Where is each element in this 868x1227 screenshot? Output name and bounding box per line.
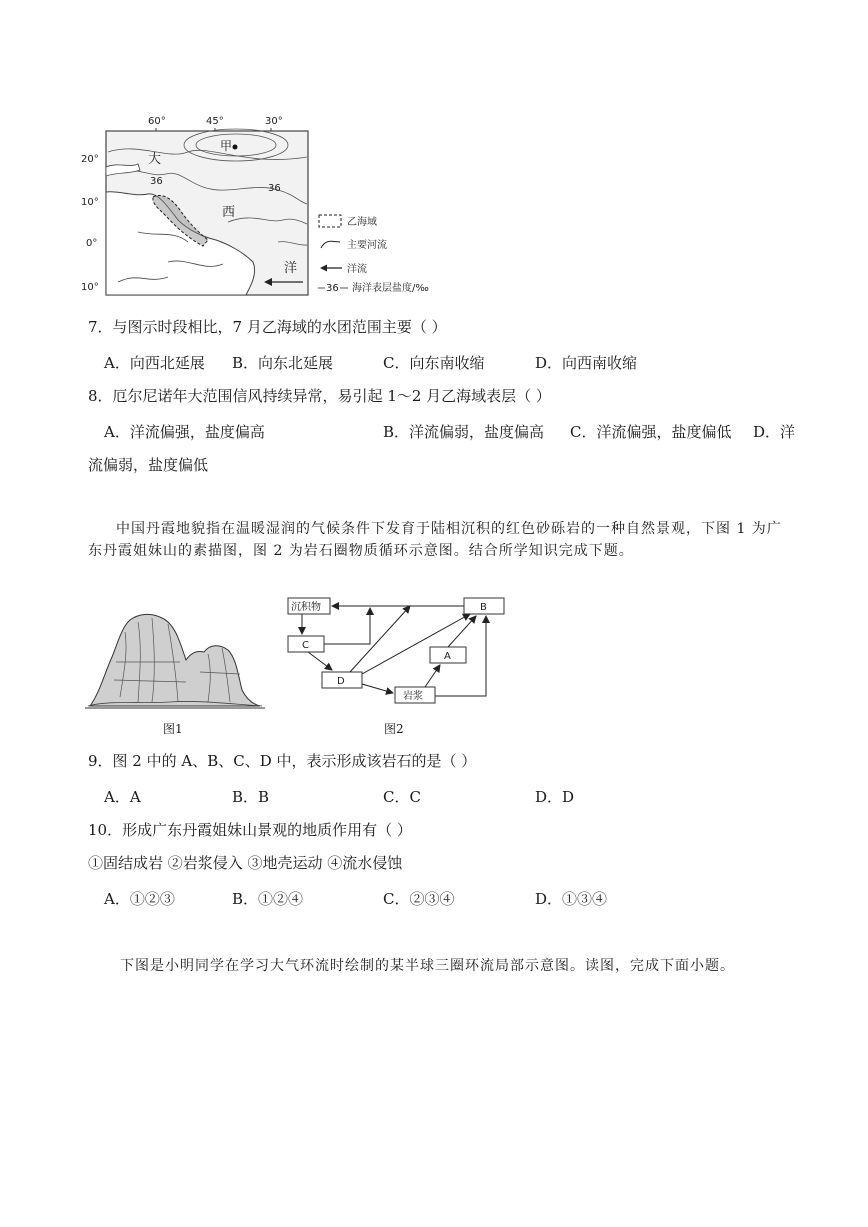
figure-2-caption: 图2 xyxy=(384,722,404,736)
q9-option-d: D．D xyxy=(535,788,575,806)
figure-1-sketch xyxy=(80,602,270,714)
question-7-stem: 7．与图示时段相比，7 月乙海域的水团范围主要（ ） xyxy=(88,318,447,336)
figure-1-caption: 图1 xyxy=(163,722,183,736)
place-label: 洋 xyxy=(284,261,298,276)
q10-option-d: D．①③④ xyxy=(535,890,608,908)
legend-label: 主要河流 xyxy=(347,240,387,251)
node-label: 沉积物 xyxy=(291,602,321,613)
q9-option-c: C．C xyxy=(383,788,421,806)
figure-2-rock-cycle xyxy=(280,592,520,712)
legend-label: 洋流 xyxy=(347,264,367,275)
arrow-magma-to-a xyxy=(425,665,440,687)
q8-option-d: D．洋 xyxy=(753,423,796,441)
arrow-d-to-sediment xyxy=(350,606,410,672)
q8-option-b: B．洋流偏弱，盐度偏高 xyxy=(383,423,545,441)
place-label: 甲 xyxy=(220,139,233,153)
arrow-a-to-b xyxy=(448,616,476,647)
q8-option-d-continued: 流偏弱，盐度偏低 xyxy=(88,456,209,474)
arrow-c-to-sediment xyxy=(324,608,370,644)
lat-label: 20° xyxy=(81,154,99,165)
lat-label: 0° xyxy=(86,238,98,249)
q7-option-a: A．向西北延展 xyxy=(104,354,205,372)
isoline-value-label: 36 xyxy=(268,183,281,194)
question-10-stem: 10．形成广东丹霞姐妹山景观的地质作用有（ ） xyxy=(88,821,412,839)
arrow-d-to-magma xyxy=(362,684,393,693)
q7-option-b: B．向东北延展 xyxy=(232,354,334,372)
q10-option-a: A．①②③ xyxy=(104,890,175,908)
dashed-box-icon xyxy=(319,215,341,227)
q10-option-c: C．②③④ xyxy=(383,890,455,908)
atlantic-salinity-map xyxy=(78,112,458,300)
lon-label: 60° xyxy=(148,116,166,127)
place-label: 西 xyxy=(222,205,236,220)
q8-option-a: A．洋流偏强，盐度偏高 xyxy=(104,423,265,441)
point-jia-marker xyxy=(233,145,238,150)
arrow-head-icon xyxy=(320,265,327,272)
q7-option-d: D．向西南收缩 xyxy=(535,354,638,372)
q9-option-a: A．A xyxy=(104,788,141,806)
lat-label: 10° xyxy=(81,197,99,208)
arrow-c-to-d xyxy=(308,652,332,670)
question-9-stem: 9．图 2 中的 A、B、C、D 中，表示形成该岩石的是（ ） xyxy=(88,752,477,770)
q10-option-b: B．①②④ xyxy=(232,890,304,908)
legend-isoline-value: 36 xyxy=(326,283,339,294)
passage-danxia-intro: 中国丹霞地貌指在温暖湿润的气候条件下发育于陆相沉积的红色砂砾岩的一种自然景观，下图 1 为广东丹霞姐妹山的素描图，图 2 为岩石圈物质循环示意图。结合所学知识完成下题。 xyxy=(88,521,782,559)
legend-label: 海洋表层盐度/‰ xyxy=(352,283,429,294)
node-label: D xyxy=(337,676,345,687)
lon-label: 45° xyxy=(206,116,224,127)
isoline-value-label: 36 xyxy=(150,176,163,187)
q10-choices: ①固结成岩 ②岩浆侵入 ③地壳运动 ④流水侵蚀 xyxy=(88,854,403,872)
river-curve-icon xyxy=(321,241,340,248)
arrow-d-to-b xyxy=(362,614,470,674)
place-label: 大 xyxy=(148,152,162,167)
question-8-stem: 8．厄尔尼诺年大范围信风持续异常，易引起 1～2 月乙海域表层（ ） xyxy=(88,387,551,405)
map-legend xyxy=(318,215,429,294)
q8-option-c: C．洋流偏强，盐度偏低 xyxy=(570,423,732,441)
legend-label: 乙海域 xyxy=(347,217,377,228)
node-label: B xyxy=(480,602,487,613)
lat-label: 10° xyxy=(81,282,99,293)
node-label: C xyxy=(302,640,309,651)
node-label: A xyxy=(444,651,451,662)
passage-circulation-intro: 下图是小明同学在学习大气环流时绘制的某半球三圈环流局部示意图。读图，完成下面小题。 xyxy=(120,958,735,974)
q7-option-c: C．向东南收缩 xyxy=(383,354,485,372)
node-label: 岩浆 xyxy=(403,691,423,702)
sister-hills-sketch xyxy=(90,614,260,706)
lon-label: 30° xyxy=(265,116,283,127)
q9-option-b: B．B xyxy=(232,788,270,806)
